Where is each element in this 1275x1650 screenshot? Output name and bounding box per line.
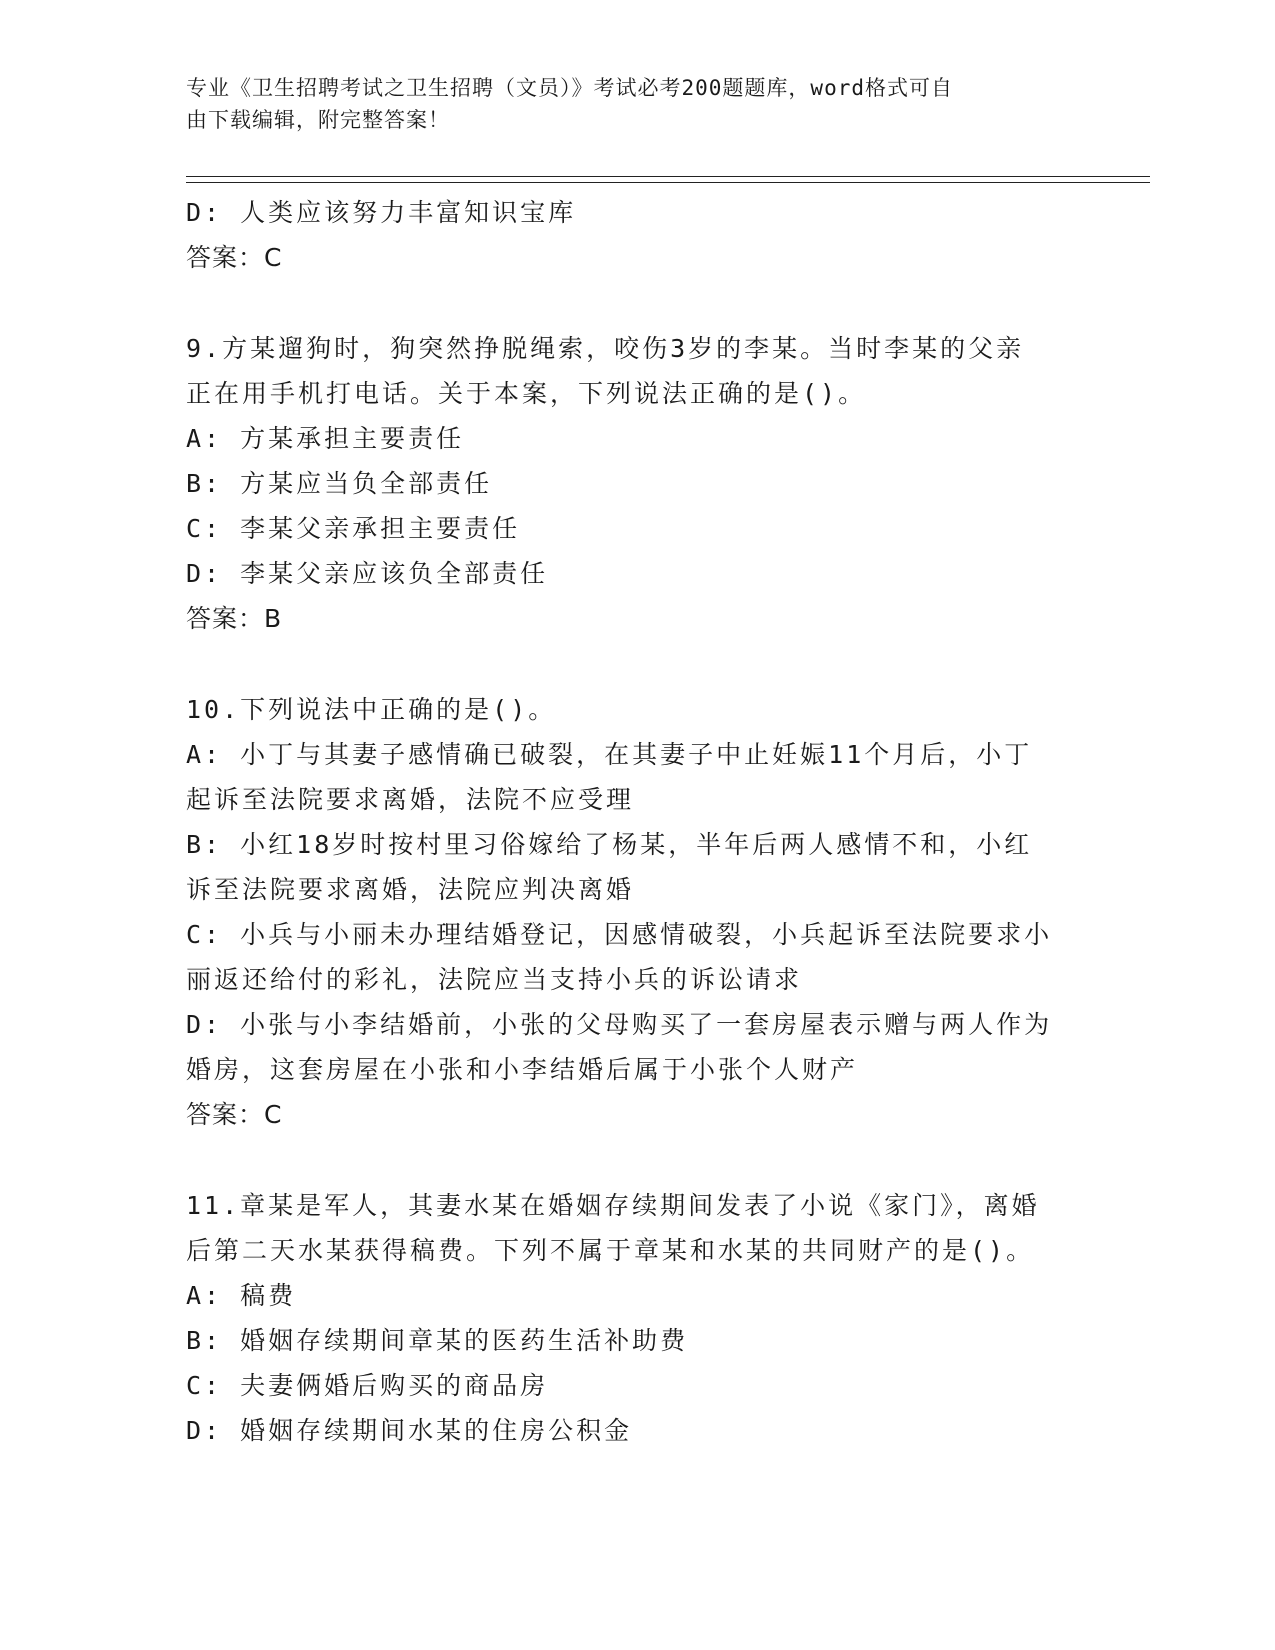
q9-option-d: D: 李某父亲应该负全部责任 xyxy=(186,559,549,588)
header-title-line-1: 专业《卫生招聘考试之卫生招聘（文员）》考试必考200题题库，word格式可自 xyxy=(186,76,953,100)
q10-option-d-line-2: 婚房，这套房屋在小张和小李结婚后属于小张个人财产 xyxy=(186,1055,859,1084)
header-title-line-2: 由下载编辑，附完整答案！ xyxy=(186,108,450,132)
q9-answer: 答案：B xyxy=(186,604,283,633)
header-divider xyxy=(186,176,1150,183)
q9-option-a: A: 方某承担主要责任 xyxy=(186,424,465,453)
q10-option-c-line-2: 丽返还给付的彩礼，法院应当支持小兵的诉讼请求 xyxy=(186,965,803,994)
q8-option-d: D: 人类应该努力丰富知识宝库 xyxy=(186,198,577,227)
q9-option-b: B: 方某应当负全部责任 xyxy=(186,469,493,498)
question-8-tail xyxy=(186,190,1086,280)
q10-stem: 10.下列说法中正确的是()。 xyxy=(186,695,557,724)
q10-answer: 答案：C xyxy=(186,1100,283,1129)
q9-stem-line-2: 正在用手机打电话。关于本案，下列说法正确的是()。 xyxy=(186,379,867,408)
q10-option-d-line-1: D: 小张与小李结婚前，小张的父母购买了一套房屋表示赠与两人作为 xyxy=(186,1010,1053,1039)
spacer xyxy=(186,280,1086,326)
q10-option-a-line-2: 起诉至法院要求离婚，法院不应受理 xyxy=(186,785,635,814)
spacer xyxy=(186,641,1086,687)
q11-option-a: A: 稿费 xyxy=(186,1281,297,1310)
q8-answer: 答案：C xyxy=(186,243,283,272)
question-11 xyxy=(186,1183,1086,1453)
q10-option-b-line-1: B: 小红18岁时按村里习俗嫁给了杨某，半年后两人感情不和，小红 xyxy=(186,830,1033,859)
q11-option-d: D: 婚姻存续期间水某的住房公积金 xyxy=(186,1416,633,1445)
q11-stem-line-2: 后第二天水某获得稿费。下列不属于章某和水某的共同财产的是()。 xyxy=(186,1236,1035,1265)
question-10 xyxy=(186,687,1086,1137)
q10-option-b-line-2: 诉至法院要求离婚，法院应判决离婚 xyxy=(186,875,635,904)
question-9 xyxy=(186,326,1086,641)
q9-option-c: C: 李某父亲承担主要责任 xyxy=(186,514,521,543)
q11-stem-line-1: 11.章某是军人，其妻水某在婚姻存续期间发表了小说《家门》，离婚 xyxy=(186,1191,1040,1220)
q10-option-c-line-1: C: 小兵与小丽未办理结婚登记，因感情破裂，小兵起诉至法院要求小 xyxy=(186,920,1053,949)
q9-stem-line-1: 9.方某遛狗时，狗突然挣脱绳索，咬伤3岁的李某。当时李某的父亲 xyxy=(186,334,1025,363)
q10-option-a-line-1: A: 小丁与其妻子感情确已破裂，在其妻子中止妊娠11个月后，小丁 xyxy=(186,740,1033,769)
q11-option-c: C: 夫妻俩婚后购买的商品房 xyxy=(186,1371,549,1400)
spacer xyxy=(186,1137,1086,1183)
document-body xyxy=(186,190,1086,1453)
document-header xyxy=(186,72,1066,136)
q11-option-b: B: 婚姻存续期间章某的医药生活补助费 xyxy=(186,1326,689,1355)
